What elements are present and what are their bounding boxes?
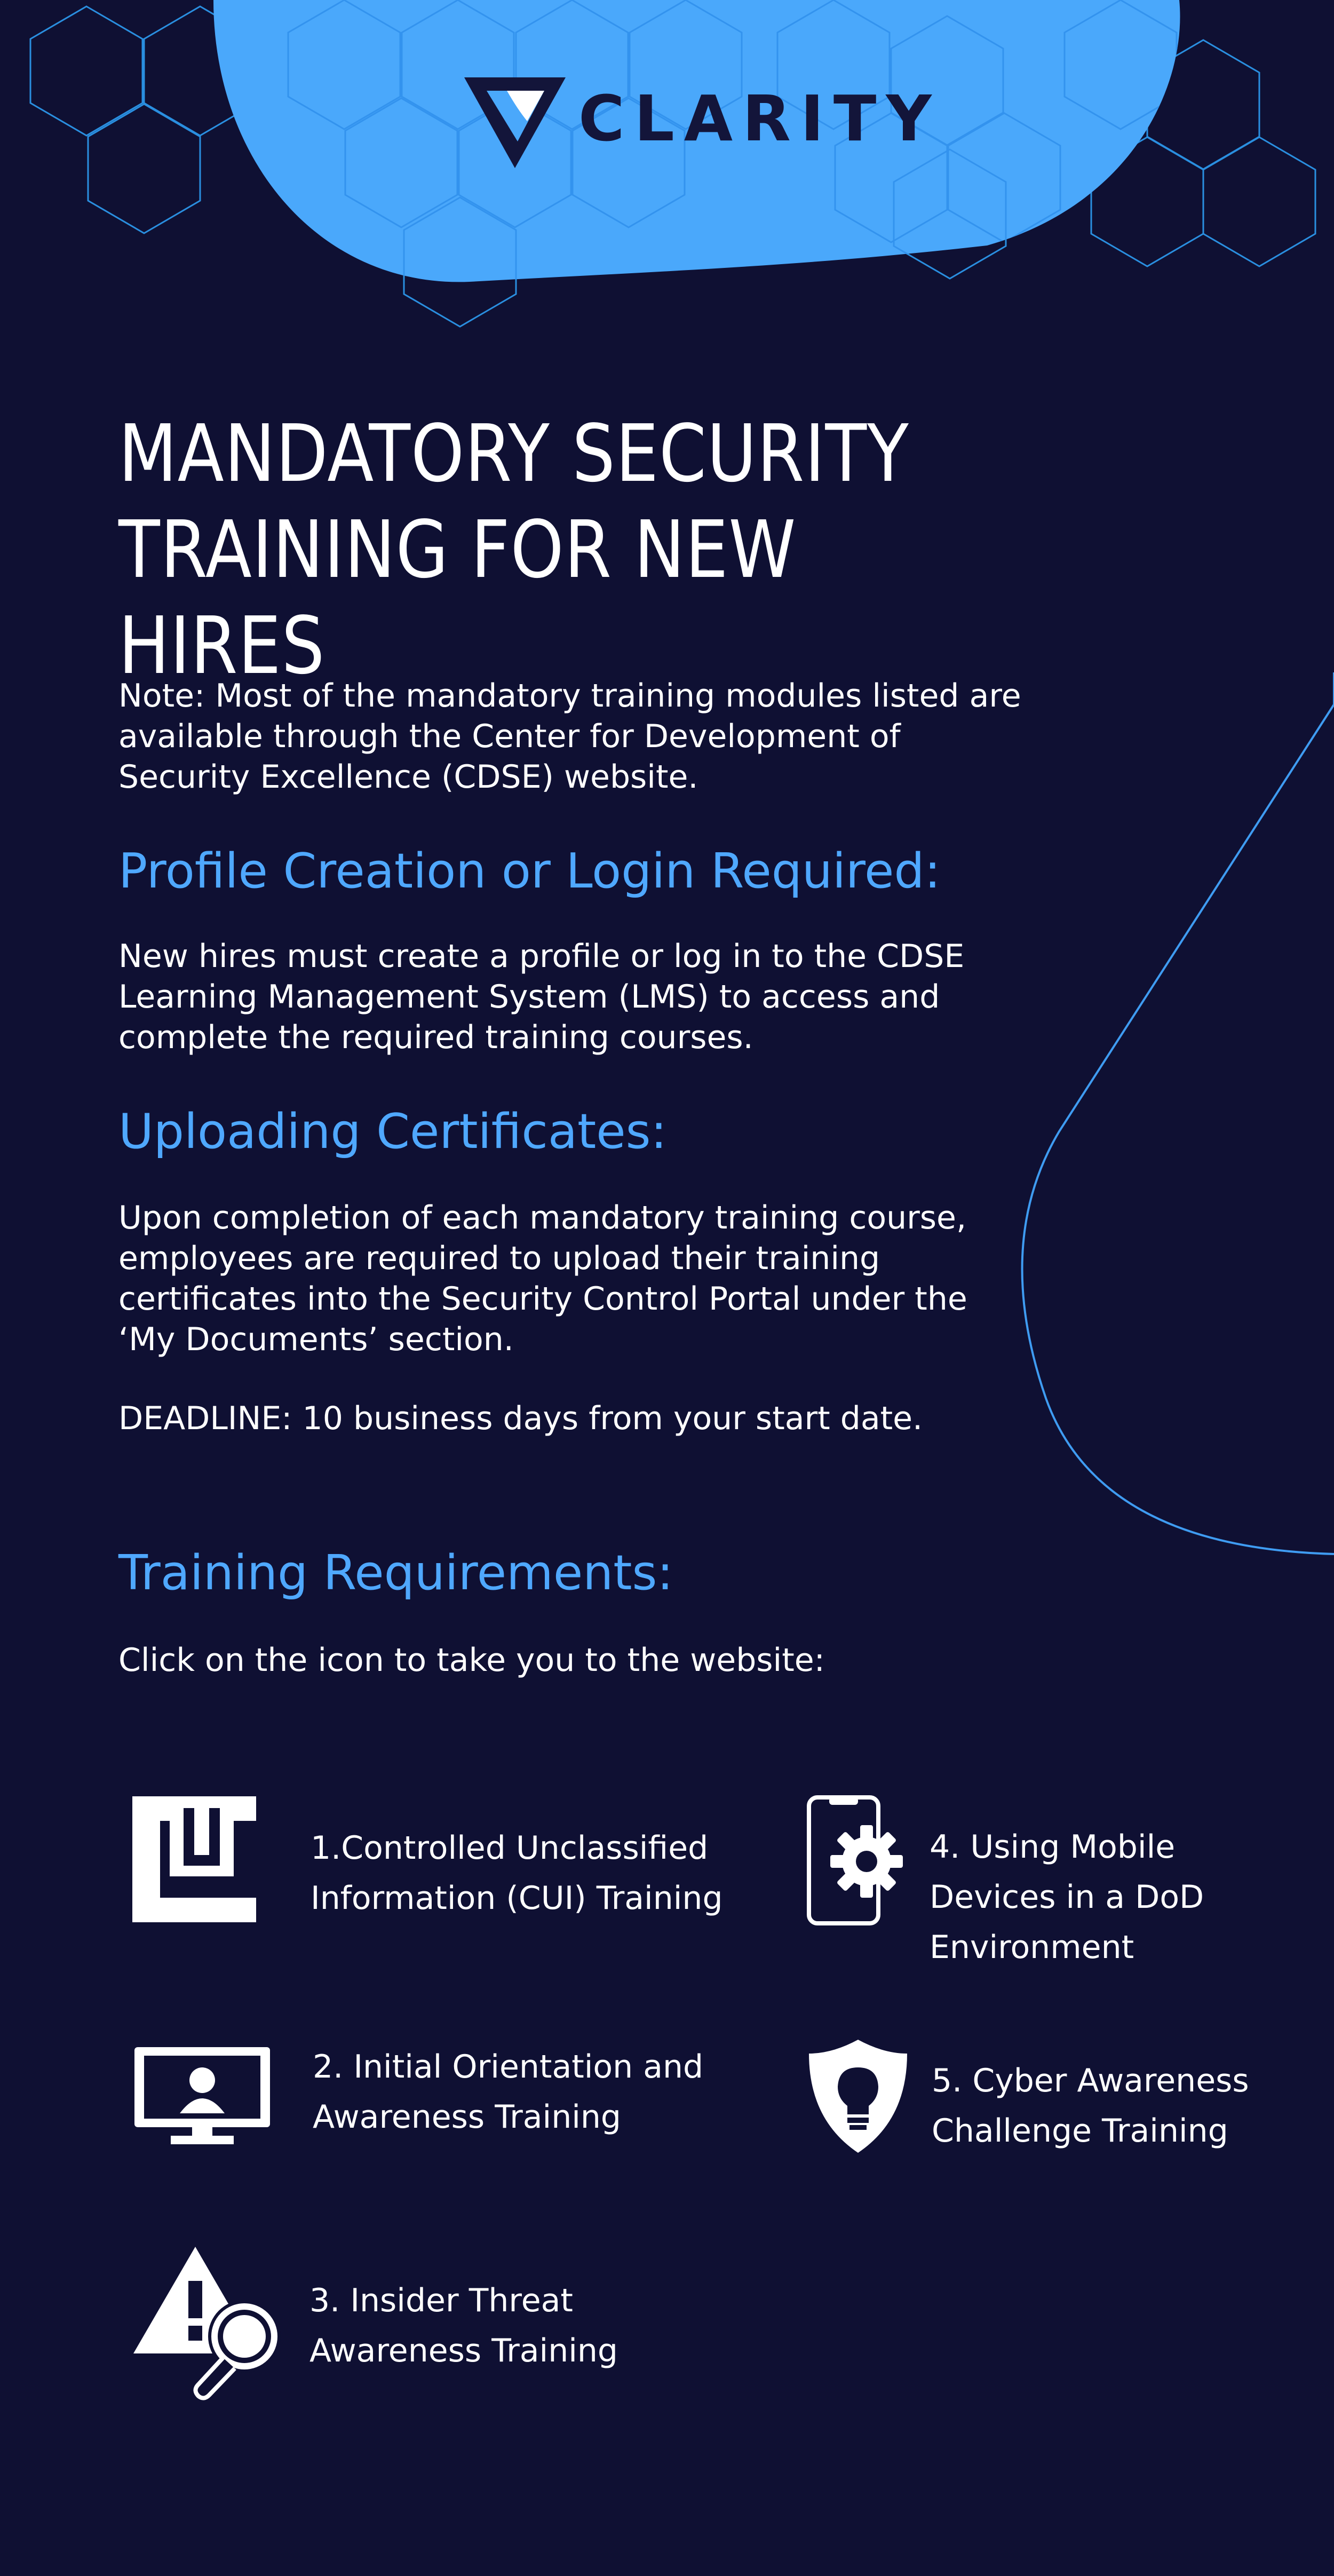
- warning-magnifier-icon[interactable]: [133, 2247, 289, 2401]
- profile-heading: Profile Creation or Login Required:: [118, 843, 941, 899]
- training-instruction: Click on the icon to take you to the website:: [118, 1642, 825, 1679]
- title-line-1: MANDATORY SECURITY: [118, 408, 909, 500]
- training-heading: Training Requirements:: [118, 1545, 673, 1601]
- training-item-cui[interactable]: [132, 1796, 723, 1923]
- intro-note: Note: Most of the mandatory training modules listed are available through the Center for Development of Security Excellence (CDSE) website.: [118, 677, 1021, 796]
- page-title: [118, 406, 990, 694]
- brand-logo[interactable]: [459, 67, 941, 173]
- training-label-insider-threat: 3. Insider Threat Awareness Training: [309, 2282, 618, 2369]
- training-label-cui: 1.Controlled Unclassified Information (CUI) Training: [311, 1829, 723, 1917]
- monitor-user-icon[interactable]: [132, 2045, 272, 2146]
- training-label-orientation: 2. Initial Orientation and Awareness Training: [313, 2048, 704, 2136]
- profile-body: New hires must create a profile or log in to the CDSE Learning Management System (LMS) to access and complete the required training courses.: [118, 938, 965, 1056]
- training-item-orientation[interactable]: [132, 2045, 703, 2146]
- training-item-cyber-awareness[interactable]: [809, 2040, 1249, 2156]
- phone-gear-icon[interactable]: [807, 1795, 908, 1927]
- header-background: [0, 0, 1334, 374]
- cui-icon[interactable]: [132, 1796, 256, 1922]
- training-item-insider-threat[interactable]: [133, 2247, 618, 2401]
- shield-bulb-icon[interactable]: [809, 2040, 907, 2153]
- training-label-mobile-devices: 4. Using Mobile Devices in a DoD Environment: [930, 1828, 1204, 1966]
- brand-name: CLARITY: [578, 82, 941, 155]
- certificates-body: Upon completion of each mandatory training course, employees are required to upload their training certificates into the Security Control Portal under the ‘My Documents’ section.: [118, 1199, 967, 1358]
- clarity-logo-icon: [459, 67, 571, 173]
- certificates-heading: Uploading Certificates:: [118, 1104, 667, 1160]
- title-line-2: TRAINING FOR NEW HIRES: [118, 504, 797, 692]
- training-label-cyber-awareness: 5. Cyber Awareness Challenge Training: [932, 2062, 1249, 2150]
- deadline-text: DEADLINE: 10 business days from your start date.: [118, 1400, 923, 1437]
- training-item-mobile-devices[interactable]: [807, 1795, 1204, 1972]
